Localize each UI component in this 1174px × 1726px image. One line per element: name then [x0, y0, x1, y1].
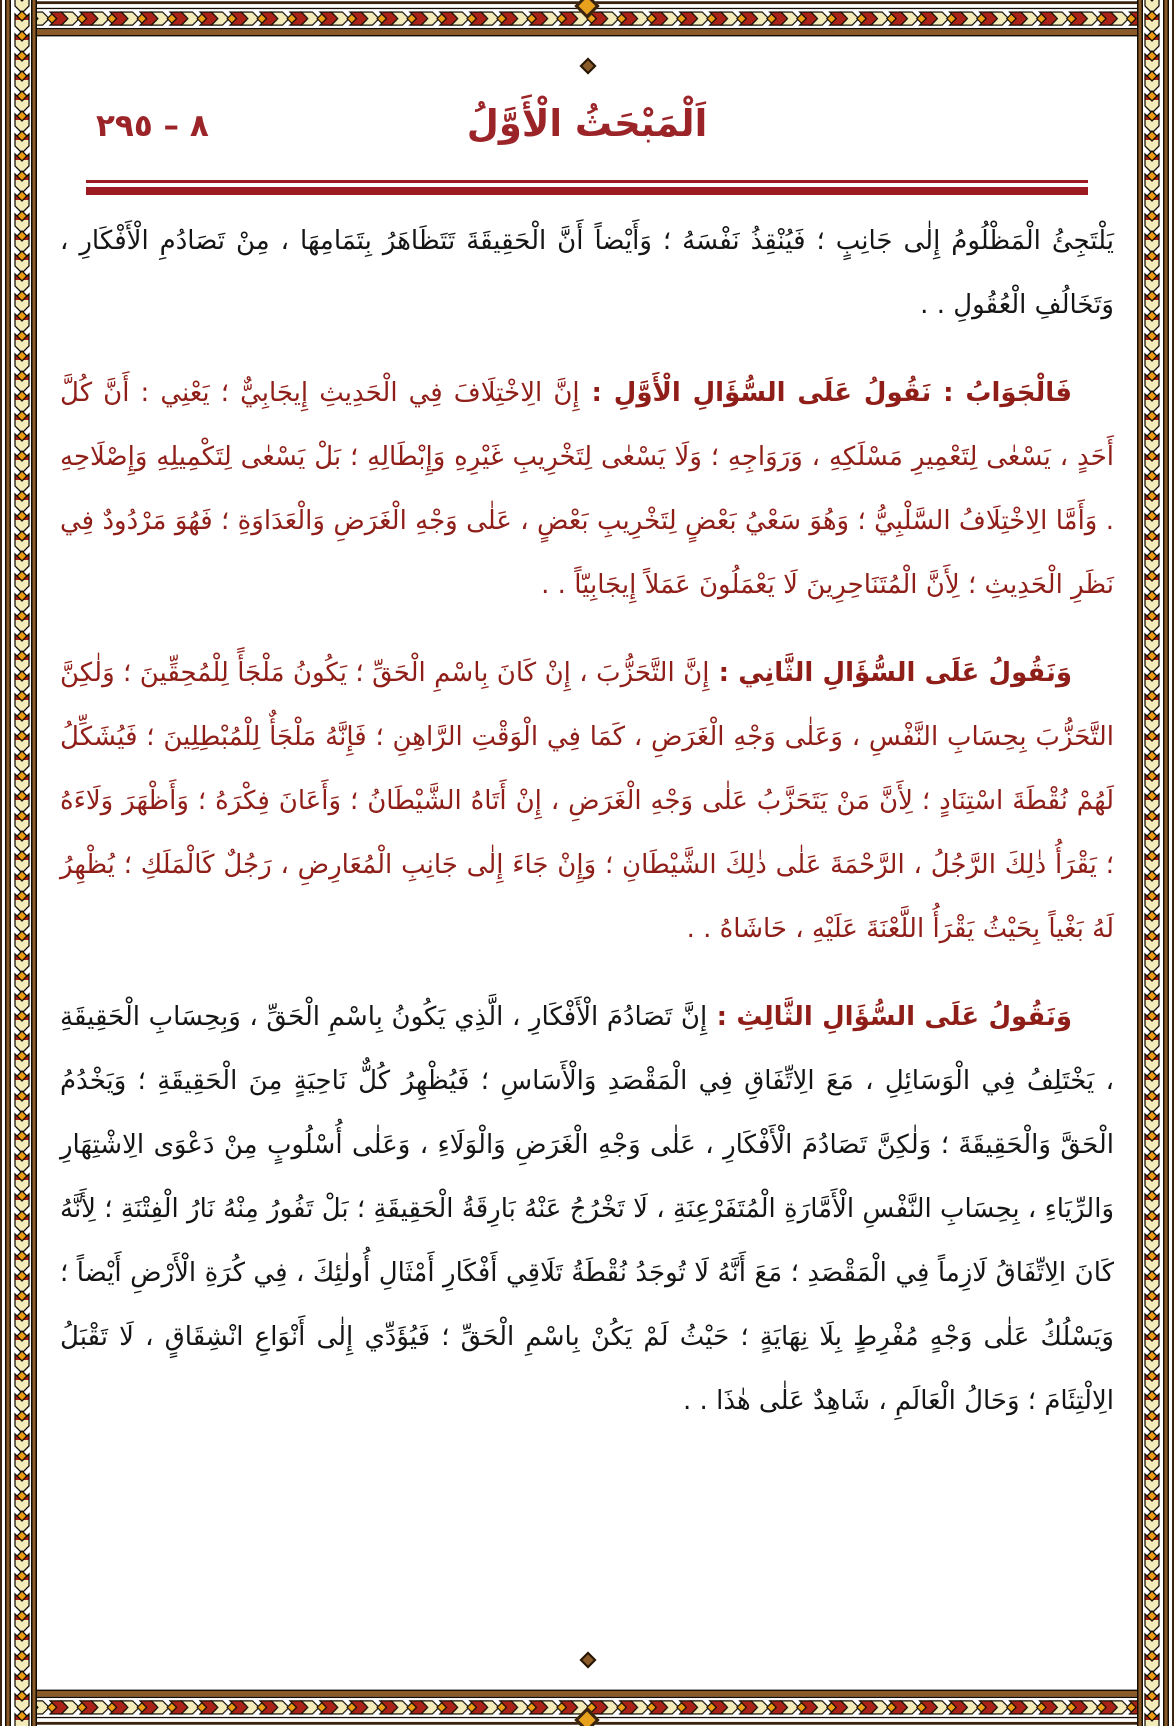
- ornamental-border-left: [0, 0, 40, 1726]
- page-header: [60, 74, 1114, 180]
- text-segment-red-bold: وَنَقُولُ عَلَى السُّؤَالِ الثَّانِي :: [709, 658, 1073, 688]
- body-text: [60, 209, 1114, 1433]
- text-segment-red: إِنَّ الِاخْتِلَافَ فِي الْحَدِيثِ إِيجَابِيٌّ ؛ يَعْنِي : أَنَّ كُلَّ أَحَدٍ ، يَسْعٰى لِتَعْمِيرِ مَسْلَكِهِ ، وَرَوَاجِهِ ؛ وَلَا يَسْعٰى لِتَخْرِيبِ غَيْرِهِ وَإِبْطَالِهِ ؛ بَلْ يَسْعٰى لِتَكْمِيلِهِ وَإِصْلَاحِهِ . وَأَمَّا الِاخْتِلَافُ السَّلْبِيُّ ؛ وَهُوَ سَعْيُ بَعْضٍ لِتَخْرِيبِ بَعْضٍ ، عَلٰى وَجْهِ الْغَرَضِ وَالْعَدَاوَةِ ؛ فَهُوَ مَرْدُودٌ فِي نَظَرِ الْحَدِيثِ ؛ لِأَنَّ الْمُتَنَاحِرِينَ لَا يَعْمَلُونَ عَمَلاً إِيجَابِيّاً . .: [60, 378, 1114, 600]
- text-segment-red-bold: فَالْجَوَابُ : نَقُولُ عَلَى السُّؤَالِ الْأَوَّلِ :: [579, 378, 1072, 408]
- page-number: ٨ – ٢٩٥: [96, 108, 209, 144]
- ornamental-border-right: [1134, 0, 1174, 1726]
- divider-thick-rule: [86, 187, 1088, 195]
- page-content: [40, 40, 1134, 1686]
- header-divider: [86, 180, 1088, 195]
- paragraph: [60, 361, 1114, 617]
- paragraph: [60, 209, 1114, 337]
- paragraph: [60, 641, 1114, 961]
- page-title: اَلْمَبْحَثُ الْأَوَّلُ: [466, 102, 708, 145]
- text-segment-red-bold: وَنَقُولُ عَلَى السُّؤَالِ الثَّالِثِ :: [707, 1002, 1072, 1032]
- text-segment-black: إِنَّ تَصَادُمَ الْأَفْكَارِ ، الَّذِي يَكُونُ بِاسْمِ الْحَقِّ ، وَبِحِسَابِ الْحَقِيقَةِ ، يَخْتَلِفُ فِي الْوَسَائِلِ ، مَعَ الِاتِّفَاقِ فِي الْمَقْصَدِ وَالْأَسَاسِ ؛ فَيُظْهِرُ كُلٌّ نَاحِيَةٍ مِنَ الْحَقِيقَةِ ؛ وَيَخْدُمُ الْحَقَّ وَالْحَقِيقَةَ ؛ وَلٰكِنَّ تَصَادُمَ الْأَفْكَارِ ، عَلٰى وَجْهِ الْغَرَضِ وَالْوَلَاءِ ، وَعَلٰى أُسْلُوبٍ مِنْ دَعْوَى الِاشْتِهَارِ وَالرِّيَاءِ ، بِحِسَابِ النَّفْسِ الْأَمَّارَةِ الْمُتَفَرْعِنَةِ ، لَا تَخْرُجُ عَنْهُ بَارِقَةُ الْحَقِيقَةِ ؛ بَلْ تَفُورُ مِنْهُ نَارُ الْفِتْنَةِ ؛ لِأَنَّهُ كَانَ الِاتِّفَاقُ لَازِماً فِي الْمَقْصَدِ ؛ مَعَ أَنَّهُ لَا تُوجَدُ نُقْطَةُ تَلَاقِي أَفْكَارِ أَمْثَالِ أُولٰئِكَ ، فِي كُرَةِ الْأَرْضِ أَيْضاً ؛ وَيَسْلُكُ عَلٰى وَجْهٍ مُفْرِطٍ بِلَا نِهَايَةٍ ؛ حَيْثُ لَمْ يَكُنْ بِاسْمِ الْحَقِّ ؛ فَيُؤَدِّي إِلٰى أَنْوَاعِ انْشِقَاقٍ ، لَا تَقْبَلُ الِالْتِئَامَ ؛ وَحَالُ الْعَالَمِ ، شَاهِدٌ عَلٰى هٰذَا . .: [60, 1002, 1114, 1416]
- paragraph: [60, 985, 1114, 1433]
- text-segment-red: إِنَّ التَّحَزُّبَ ، إِنْ كَانَ بِاسْمِ الْحَقِّ ؛ يَكُونُ مَلْجَأً لِلْمُحِقِّينَ ؛ وَلٰكِنَّ التَّحَزُّبَ بِحِسَابِ النَّفْسِ ، وَعَلٰى وَجْهِ الْغَرَضِ ، كَمَا فِي الْوَقْتِ الرَّاهِنِ ؛ فَإِنَّهُ مَلْجَأٌ لِلْمُبْطِلِينَ ؛ فَيُشَكِّلُ لَهُمْ نُقْطَةَ اسْتِنَادٍ ؛ لِأَنَّ مَنْ يَتَحَزَّبُ عَلٰى وَجْهِ الْغَرَضِ ، إِنْ أَتَاهُ الشَّيْطَانُ ؛ وَأَعَانَ فِكْرَهُ ؛ وَأَظْهَرَ وَلَاءَهُ ؛ يَقْرَأُ ذٰلِكَ الرَّجُلُ ، الرَّحْمَةَ عَلٰى ذٰلِكَ الشَّيْطَانِ ؛ وَإِنْ جَاءَ إِلٰى جَانِبِ الْمُعَارِضِ ، رَجُلٌ كَالْمَلَكِ ؛ يُظْهِرُ لَهُ بَغْياً بِحَيْثُ يَقْرَأُ اللَّعْنَةَ عَلَيْهِ ، حَاشَاهُ . .: [60, 658, 1114, 944]
- text-segment-black: يَلْتَجِئُ الْمَظْلُومُ إِلٰى جَانِبٍ ؛ فَيُنْقِذُ نَفْسَهُ ؛ وَأَيْضاً أَنَّ الْحَقِيقَةَ تَتَظَاهَرُ بِتَمَامِهَا ، مِنْ تَصَادُمِ الْأَفْكَارِ ، وَتَخَالُفِ الْعُقُولِ . .: [60, 226, 1114, 320]
